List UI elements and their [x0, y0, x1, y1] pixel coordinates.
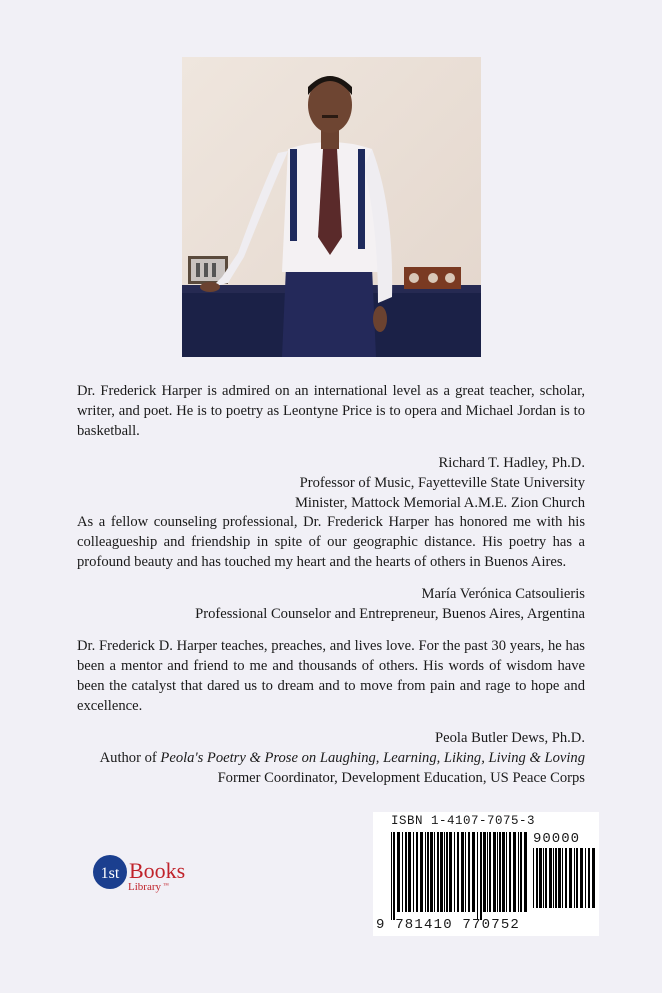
barcode-bar: [434, 832, 435, 912]
quote-attribution: [77, 728, 585, 788]
barcode-bar: [472, 832, 475, 912]
barcode-bar: [489, 832, 491, 912]
barcode-bar: [430, 832, 433, 912]
barcode-bar: [420, 832, 423, 912]
barcode-bar: [477, 832, 478, 920]
barcode-bar: [553, 848, 554, 908]
barcode-bar: [502, 832, 505, 912]
quote-text: Dr. Frederick Harper is admired on an international level as a great teacher, scholar, writer, and poet. He is to poetry as Leontyne Price is to opera and Michael Jordan is to basketball.: [77, 383, 585, 439]
barcode-bar: [509, 832, 511, 912]
ean-digits: 9 781410 770752: [376, 917, 521, 933]
isbn-barcode: [373, 812, 599, 936]
publisher-logo-mark: [92, 854, 192, 896]
barcode-bar: [454, 832, 455, 912]
barcode-bar: [576, 848, 578, 908]
publisher-logo: [92, 854, 192, 896]
barcode-bar: [499, 832, 501, 912]
barcode-bar: [569, 848, 572, 908]
barcode-bar: [533, 848, 534, 908]
quote-attribution: [77, 584, 585, 624]
logo-word: Books: [129, 858, 186, 883]
logo-prefix: 1st: [100, 865, 120, 882]
barcode-bar: [393, 832, 395, 920]
barcode-bar: [545, 848, 547, 908]
quote-attribution: [77, 453, 585, 513]
attribution-line: Minister, Mattock Memorial A.M.E. Zion Church: [294, 495, 585, 511]
barcode-bar: [487, 832, 488, 912]
quote-text: As a fellow counseling professional, Dr. Frederick Harper has honored me with his colleagueship and friendship in spite of our geographic distance. His poetry has a profound beauty and has touched my heart and the hearts of others in Buenos Aires.: [77, 514, 585, 570]
barcode-bar: [565, 848, 567, 908]
barcode-bar: [397, 832, 400, 912]
barcode-bar: [539, 848, 542, 908]
barcode-bar: [465, 832, 466, 912]
barcode-bar: [574, 848, 575, 908]
barcode-bar: [425, 832, 426, 912]
barcode-bar: [493, 832, 496, 912]
logo-sub: Library: [128, 881, 161, 893]
barcode-bar: [558, 848, 561, 908]
barcode-bar: [524, 832, 527, 912]
isbn-label: ISBN 1-4107-7075-3: [391, 814, 536, 828]
barcode-bar: [444, 832, 445, 912]
quote-block-1: [77, 381, 585, 513]
price-code: 90000: [533, 831, 581, 847]
barcode-bar: [536, 848, 538, 908]
barcode-bar: [592, 848, 595, 908]
attribution-line: Former Coordinator, Development Education, US Peace Corps: [217, 770, 585, 786]
attribution-line: María Verónica Catsoulieris: [421, 586, 585, 602]
barcode-bar: [416, 832, 418, 912]
barcode-bar: [468, 832, 470, 912]
barcode-bar: [461, 832, 464, 912]
quote-block-2: [77, 512, 585, 624]
barcode-bar: [518, 832, 519, 912]
logo-tm: ™: [163, 883, 169, 889]
barcode-bar: [402, 832, 403, 912]
barcode-bar: [513, 832, 516, 912]
barcode-bar: [440, 832, 443, 912]
portrait-illustration: [182, 57, 481, 357]
attribution-line: Peola Butler Dews, Ph.D.: [435, 730, 585, 746]
barcode-bar: [506, 832, 507, 912]
barcode-bar: [408, 832, 411, 912]
barcode-bar: [483, 832, 486, 912]
barcode-bar: [562, 848, 563, 908]
barcode-bar: [427, 832, 429, 912]
barcode-bar: [480, 832, 482, 920]
barcode-bar: [549, 848, 552, 908]
barcode-bar: [543, 848, 544, 908]
attribution-line: [77, 748, 585, 768]
barcode-bar: [588, 848, 590, 908]
addon-barcode-bars: [533, 848, 595, 916]
barcode-bar: [413, 832, 414, 912]
barcode-bar: [580, 848, 583, 908]
quote-block-3: [77, 636, 585, 788]
quote-text: Dr. Frederick D. Harper teaches, preaches, and lives love. For the past 30 years, he has been a mentor and friend to me and thousands of others. His words of wisdom have been the catalyst that dared us to dream and to move from pain and rage to hope and excellence.: [77, 638, 585, 714]
barcode-bar: [449, 832, 452, 912]
barcode-bar: [446, 832, 448, 912]
barcode-bar: [555, 848, 557, 908]
barcode-bar: [585, 848, 586, 908]
attribution-line: Professional Counselor and Entrepreneur, Buenos Aires, Argentina: [195, 606, 585, 622]
attribution-line: Professor of Music, Fayetteville State University: [299, 475, 585, 491]
barcode-bar: [520, 832, 522, 912]
barcode-bar: [457, 832, 459, 912]
book-title: Peola's Poetry & Prose on Laughing, Learning, Liking, Living & Loving: [160, 750, 585, 766]
book-prefix: Author of: [99, 750, 161, 766]
ean-barcode-bars: [391, 832, 529, 920]
author-portrait-photo: [182, 57, 481, 357]
barcode-bar: [437, 832, 439, 912]
barcode-bar: [405, 832, 407, 912]
barcode-bar: [497, 832, 498, 912]
attribution-line: Richard T. Hadley, Ph.D.: [438, 455, 585, 471]
barcode-bar: [391, 832, 392, 920]
